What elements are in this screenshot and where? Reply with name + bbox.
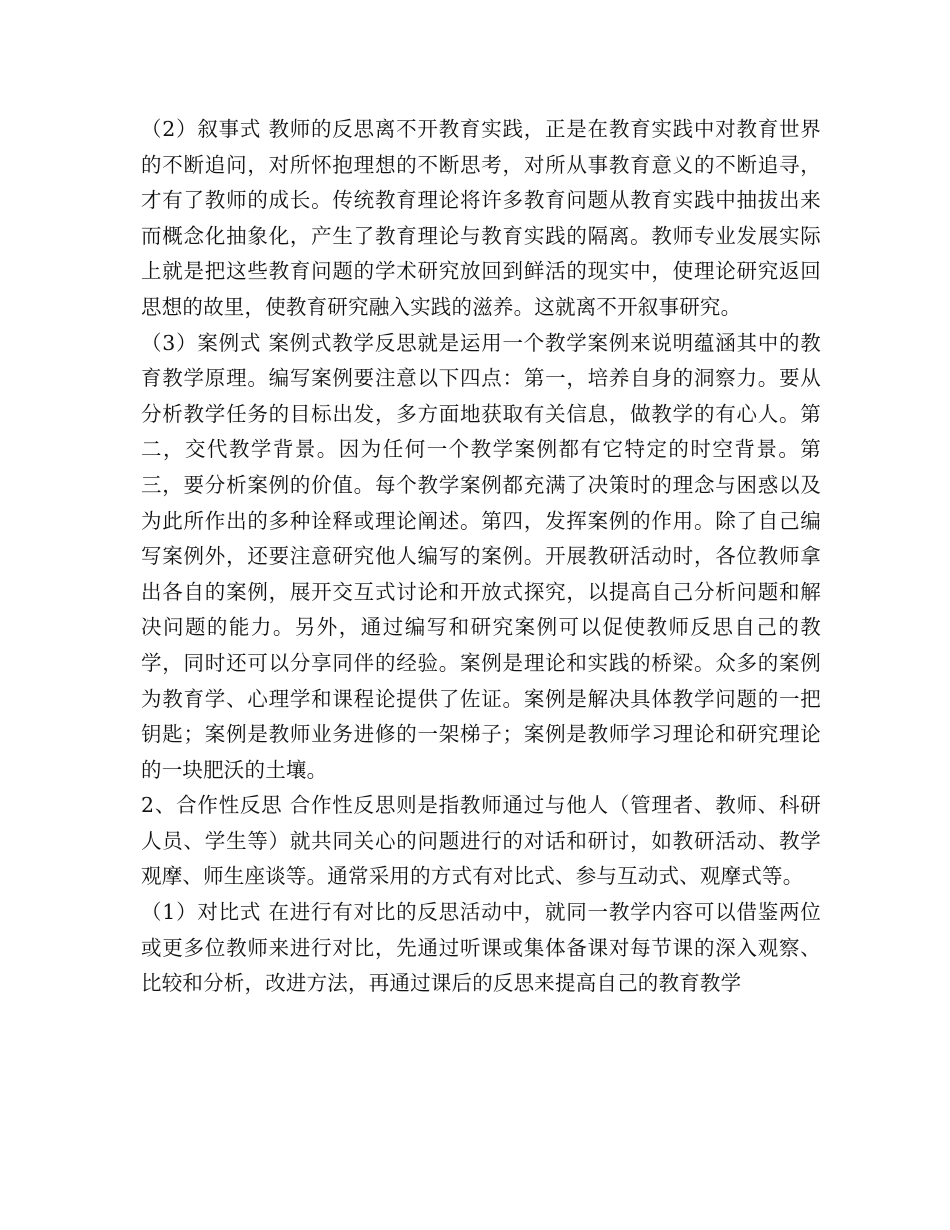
- paragraph-case-reflection: （3）案例式 案例式教学反思就是运用一个教学案例来说明蕴涵其中的教育教学原理。编写案例要注意以下四点：第一，培养自身的洞察力。要从分析教学任务的目标出发，多方面地获取有关信息，做教学的有心人。第二，交代教学背景。因为任何一个教学案例都有它特定的时空背景。第三，要分析案例的价值。每个教学案例都充满了决策时的理念与困惑以及为此所作出的多种诠释或理论阐述。第四，发挥案例的作用。除了自己编写案例外，还要注意研究他人编写的案例。开展教研活动时，各位教师拿出各自的案例，展开交互式讨论和开放式探究，以提高自己分析问题和解决问题的能力。另外，通过编写和研究案例可以促使教师反思自己的教学，同时还可以分享同伴的经验。案例是理论和实践的桥梁。众多的案例为教育学、心理学和课程论提供了佐证。案例是解决具体教学问题的一把钥匙；案例是教师业务进修的一架梯子；案例是教师学习理论和研究理论的一块肥沃的土壤。: [141, 330, 821, 782]
- paragraph-comparative-reflection: （1）对比式 在进行有对比的反思活动中，就同一教学内容可以借鉴两位或更多位教师来进行对比，先通过听课或集体备课对每节课的深入观察、比较和分析，改进方法，再通过课后的反思来提高自己的教育教学: [141, 900, 821, 996]
- document-body: [141, 112, 821, 1002]
- paragraph-cooperative-reflection: 2、合作性反思 合作性反思则是指教师通过与他人（管理者、教师、科研人员、学生等）就共同关心的问题进行的对话和研讨，如教研活动、教学观摩、师生座谈等。通常采用的方式有对比式、参与互动式、观摩式等。: [141, 793, 821, 889]
- paragraph-narrative-reflection: （2）叙事式 教师的反思离不开教育实践，正是在教育实践中对教育世界的不断追问，对所怀抱理想的不断思考，对所从事教育意义的不断追寻，才有了教师的成长。传统教育理论将许多教育问题从教育实践中抽拔出来而概念化抽象化，产生了教育理论与教育实践的隔离。教师专业发展实际上就是把这些教育问题的学术研究放回到鲜活的现实中，使理论研究返回思想的故里，使教育研究融入实践的滋养。这就离不开叙事研究。: [141, 117, 821, 319]
